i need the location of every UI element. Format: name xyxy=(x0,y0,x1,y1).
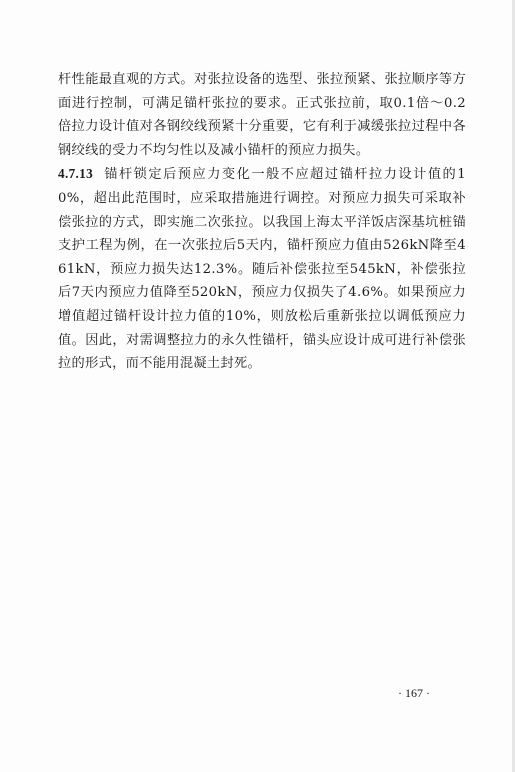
clause-paragraph xyxy=(58,162,466,375)
paragraph-continuation: 杆性能最直观的方式。对张拉设备的选型、张拉预紧、张拉顺序等方面进行控制，可满足锚杆张拉的要求。正式张拉前，取0.1倍～0.2倍拉力设计值对各钢绞线预紧十分重要，它有利于减缓张拉过程中各钢绞线的受力不均匀性以及减小锚杆的预应力损失。 xyxy=(58,72,466,158)
clause-text: 锚杆锁定后预应力变化一般不应超过锚杆拉力设计值的10%，超出此范围时，应采取措施进行调控。对预应力损失可采取补偿张拉的方式，即实施二次张拉。以我国上海太平洋饭店深基坑桩锚支护工程为例，在一次张拉后5天内，锚杆预应力值由526kN降至461kN，预应力损失达12.3%。随后补偿张拉至545kN，补偿张拉后7天内预应力值降至520kN，预应力仅损失了4.6%。如果预应力增值超过锚杆设计拉力值的10%，则放松后重新张拉以调低预应力值。因此，对需调整拉力的永久性锚杆，锚头应设计成可进行补偿张拉的形式，而不能用混凝土封死。 xyxy=(58,167,466,372)
clause-number: 4.7.13 xyxy=(58,166,94,182)
page-number: · 167 · xyxy=(398,686,430,700)
body-text xyxy=(58,68,466,376)
